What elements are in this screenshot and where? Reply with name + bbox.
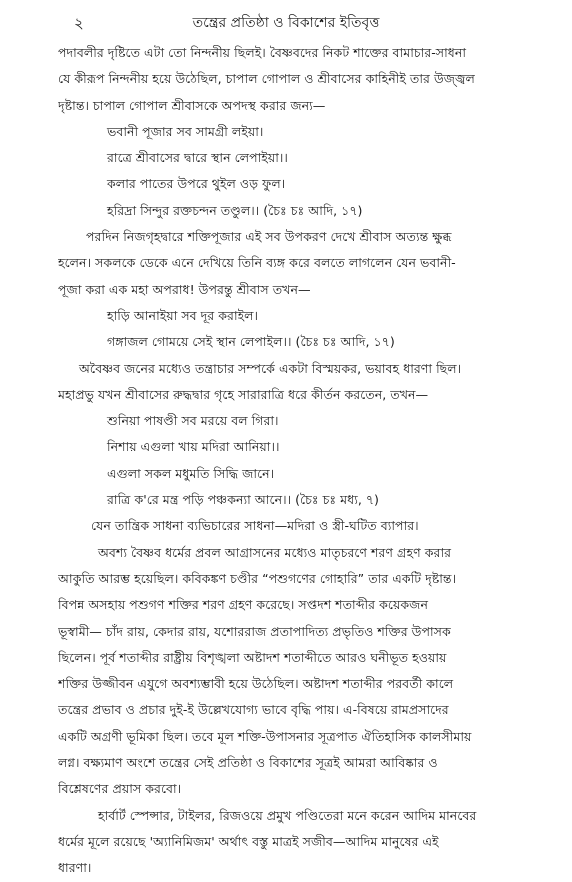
- text-line: রাত্রি ক'রে মন্ত্র পড়ি পঞ্চকন্যা আনে।। (চৈঃ চঃ মধ্য, ৭): [107, 492, 379, 508]
- text-line: বিপন্ন অসহায় পশুগণ শক্তির শরণ গ্রহণ করেছে। সপ্তদশ শতাব্দীর কয়েকজন: [58, 597, 428, 613]
- body-text: [58, 40, 548, 882]
- text-line: পদাবলীর দৃষ্টিতে এটা তো নিন্দনীয় ছিলই। বৈষ্ণবদের নিকট শাক্তের বামাচার-সাধনা: [58, 45, 466, 60]
- text-line: পূজা করা এক মহা অপরাধ! উপরন্তু শ্রীবাস তখন—: [58, 281, 311, 297]
- text-line: এগুলা সকল মধুমতি সিদ্ধি জানে।: [107, 465, 275, 481]
- text-line: আকুতি আরম্ভ হয়েছিল। কবিকঙ্কণ চণ্ডীর “পশুগণের গোহারি” তার একটি দৃষ্টান্ত।: [58, 570, 457, 586]
- text-line: যেন তান্ত্রিক সাধনা ব্যভিচারের সাধনা—মদিরা ও স্ত্রী-ঘটিত ব্যাপার।: [91, 518, 419, 534]
- text-line: নিশায় এগুলা খায় মদিরা আনিয়া।।: [107, 439, 280, 455]
- text-line: লগ্ন। বক্ষ্যমাণ অংশে তন্ত্রের সেই প্রতিষ্ঠা ও বিকাশের সূত্রই আমরা আবিষ্কার ও: [58, 755, 438, 771]
- text-line: একটি অগ্রণী ভূমিকা ছিল। তবে মূল শক্তি-উপাসনার সূত্রপাত ঐতিহাসিক কালসীমায়: [58, 728, 472, 744]
- text-line: অবশ্য বৈষ্ণব ধর্মের প্রবল আগ্রাসনের মধ্যেও মাতৃচরণে শরণ গ্রহণ করার: [98, 544, 452, 560]
- text-line: ভবানী পূজার সব সামগ্রী লইয়া।: [107, 123, 264, 139]
- text-line: গঙ্গাজল গোময়ে সেই স্থান লেপাইল।। (চৈঃ চঃ আদি, ১৭): [107, 334, 395, 350]
- running-title: তন্ত্রের প্রতিষ্ঠা ও বিকাশের ইতিবৃত্ত: [192, 15, 380, 31]
- text-line: হলেন। সকলকে ডেকে এনে দেখিয়ে তিনি ব্যঙ্গ করে বলতে লাগলেন যেন ভবানী-: [58, 255, 456, 271]
- text-line: দৃষ্টান্ত। চাপাল গোপাল শ্রীবাসকে অপদস্থ করার জন্য—: [58, 97, 326, 113]
- page-header: [0, 8, 572, 34]
- text-line: মহাপ্রভু যখন শ্রীবাসের রুদ্ধদ্বার গৃহে সারারাত্রি ধরে কীর্তন করতেন, তখন—: [58, 386, 429, 402]
- text-line: হরিদ্রা সিন্দুর রক্তচন্দন তণ্ডুল।। (চৈঃ চঃ আদি, ১৭): [107, 202, 363, 218]
- text-line: কলার পাতের উপরে থুইল ওড় ফুল।: [107, 176, 286, 192]
- text-line: অবৈষ্ণব জনের মধ্যেও তন্ত্রাচার সম্পর্কে একটা বিস্ময়কর, ভয়াবহ ধারণা ছিল।: [79, 360, 462, 376]
- text-line: পরদিন নিজগৃহদ্বারে শক্তিপূজার এই সব উপকরণ দেখে শ্রীবাস অত্যন্ত ক্ষুব্ধ: [86, 229, 452, 245]
- text-line: শুনিয়া পাষণ্ডী সব মরয়ে বল গিরা।: [107, 413, 279, 429]
- text-line: ধারণা।: [58, 860, 92, 876]
- text-line: ছিলেন। পূর্ব শতাব্দীর রাষ্ট্রীয় বিশৃঙ্খলা অষ্টাদশ শতাব্দীতে আরও ঘনীভূত হওয়ায়: [58, 649, 447, 665]
- text-line: বিশ্লেষণের প্রয়াস করবো।: [58, 781, 182, 797]
- text-line: শক্তির উজ্জীবন এযুগে অবশ্যম্ভাবী হয়ে উঠেছিল। অষ্টাদশ শতাব্দীর পরবর্তী কালে: [58, 676, 454, 692]
- page-number: ২: [74, 14, 84, 32]
- text-line: হার্বার্ট স্পেন্সার, টাইলর, রিজওয়ে প্রমুখ পণ্ডিতেরা মনে করেন আদিম মানবের: [98, 807, 477, 823]
- text-line: হাড়ি আনাইয়া সব দূর করাইল।: [107, 307, 259, 323]
- text-line: যে কীরূপ নিন্দনীয় হয়ে উঠেছিল, চাপাল গোপাল ও শ্রীবাসের কাহিনীই তার উজ্জ্বল: [58, 71, 475, 87]
- text-line: ভূস্বামী— চাঁদ রায়, কেদার রায়, যশোররাজ প্রতাপাদিত্য প্রভৃতিও শক্তির উপাসক: [58, 623, 451, 639]
- text-line: ধর্মের মূলে রয়েছে 'অ্যানিমিজম' অর্থাৎ বস্তু মাত্রই সজীব—আদিম মানুষের এই: [58, 833, 439, 849]
- text-line: রাত্রে শ্রীবাসের দ্বারে স্থান লেপাইয়া।।: [107, 150, 288, 166]
- text-line: তন্ত্রের প্রভাব ও প্রচার দুই-ই উল্লেখযোগ্য ভাবে বৃদ্ধি পায়। এ-বিষয়ে রামপ্রসাদের: [58, 702, 449, 718]
